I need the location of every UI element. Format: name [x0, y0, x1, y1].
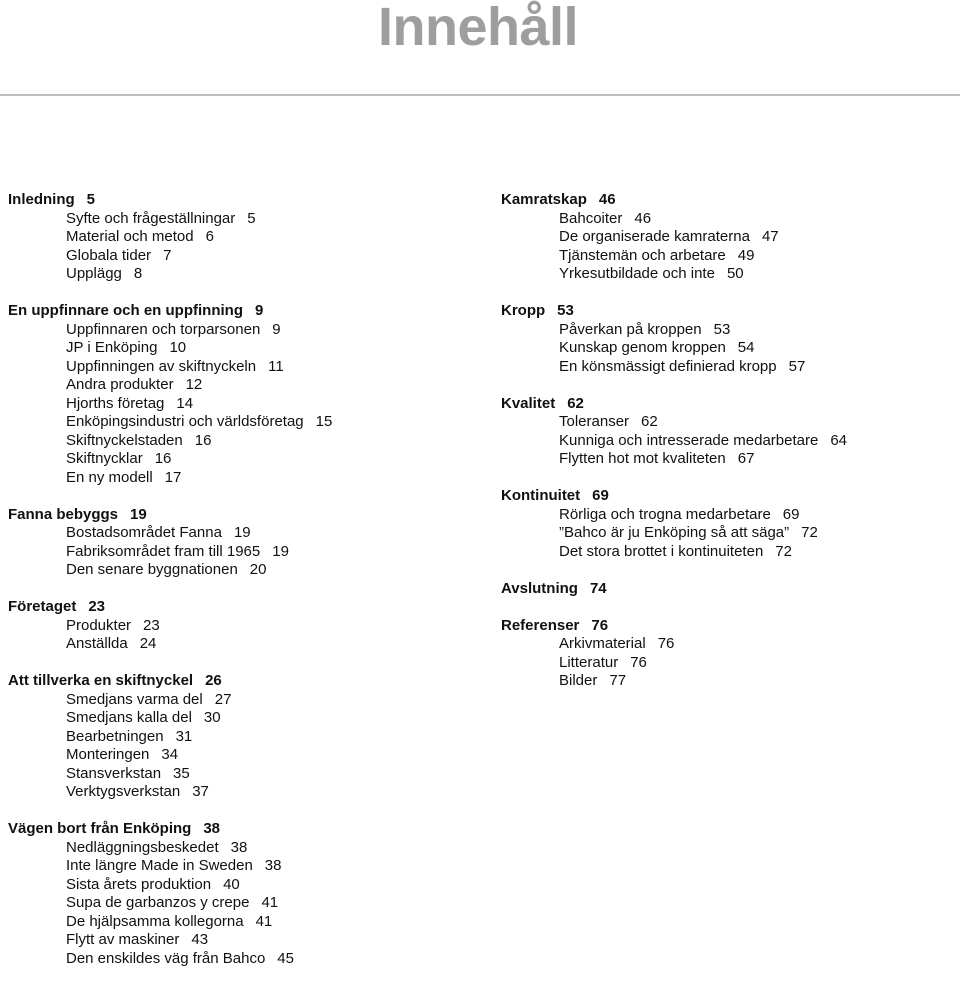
- toc-chapter-entry[interactable]: [8, 191, 478, 210]
- toc-entry[interactable]: [8, 950, 478, 969]
- toc-entry-page: 8: [133, 265, 143, 282]
- toc-entry-title: Uppfinningen av skiftnyckeln: [66, 357, 257, 375]
- toc-chapter-title: Kvalitet: [501, 394, 556, 412]
- toc-entry-page: 31: [175, 727, 193, 745]
- toc-entry[interactable]: [8, 913, 478, 932]
- toc-entry-page: 76: [657, 635, 675, 652]
- toc-entry-title: Tjänstemän och arbetare: [559, 246, 726, 264]
- toc-entry-page: 12: [185, 376, 203, 393]
- toc-entry-page: 27: [214, 690, 232, 708]
- toc-chapter-title: Att tillverka en skiftnyckel: [8, 672, 194, 689]
- toc-chapter-title: Kamratskap: [501, 191, 587, 208]
- toc-entry-title: De hjälpsamma kollegorna: [66, 912, 244, 930]
- toc-entry-page: 50: [726, 265, 744, 282]
- toc-section: [8, 820, 478, 968]
- toc-entry-page: 37: [192, 783, 209, 800]
- toc-entry[interactable]: [501, 413, 956, 432]
- toc-section: [501, 617, 956, 691]
- toc-column-right: [501, 191, 956, 709]
- toc-entry-page: 41: [261, 894, 279, 911]
- title-divider: [0, 94, 960, 96]
- toc-chapter-title: Vägen bort från Enköping: [8, 820, 192, 837]
- toc-entry-title: Den senare byggnationen: [66, 561, 238, 578]
- toc-entry-page: 54: [737, 339, 755, 356]
- toc-entry[interactable]: [8, 395, 478, 414]
- toc-entry-title: Toleranser: [559, 413, 630, 430]
- toc-entry-title: Upplägg: [66, 265, 122, 282]
- toc-entry[interactable]: [501, 506, 956, 525]
- toc-entry-page: 20: [249, 561, 267, 578]
- toc-entry-page: 16: [154, 450, 172, 467]
- toc-entry-page: 23: [143, 616, 160, 634]
- toc-chapter-title: Referenser: [501, 616, 580, 634]
- toc-chapter-entry[interactable]: [8, 506, 478, 525]
- toc-section: [8, 191, 478, 284]
- toc-entry[interactable]: [501, 524, 956, 543]
- toc-entry[interactable]: [8, 469, 478, 488]
- toc-entry[interactable]: [8, 450, 478, 469]
- toc-entry-title: Nedläggningsbeskedet: [66, 838, 219, 856]
- toc-entry-title: ”Bahco är ju Enköping så att säga”: [559, 524, 790, 541]
- toc-entry-title: Flytt av maskiner: [66, 931, 180, 948]
- toc-entry-title: Bahcoiter: [559, 209, 623, 227]
- toc-chapter-page: 76: [591, 616, 609, 634]
- toc-entry-page: 41: [255, 912, 273, 930]
- toc-entry[interactable]: [8, 635, 478, 654]
- toc-section: [501, 580, 956, 599]
- toc-entry-title: JP i Enköping: [66, 339, 158, 356]
- toc-entry-page: 9: [272, 320, 281, 338]
- toc-entry-title: Kunskap genom kroppen: [559, 339, 726, 356]
- toc-entry[interactable]: [501, 321, 956, 340]
- toc-entry-title: Fabriksområdet fram till 1965: [66, 542, 261, 560]
- toc-section: [8, 672, 478, 802]
- toc-entry-page: 46: [634, 209, 652, 227]
- toc-chapter-page: 74: [589, 579, 607, 597]
- toc-chapter-page: 69: [592, 487, 609, 504]
- toc-entry-title: Supa de garbanzos y crepe: [66, 894, 250, 911]
- toc-chapter-title: Avslutning: [501, 579, 578, 597]
- toc-chapter-entry[interactable]: [8, 598, 478, 617]
- toc-entry-page: 10: [169, 339, 187, 356]
- toc-entry-page: 11: [268, 357, 284, 375]
- toc-entry[interactable]: [501, 543, 956, 562]
- toc-entry-title: Smedjans kalla del: [66, 709, 192, 726]
- toc-entry[interactable]: [501, 339, 956, 358]
- toc-entry[interactable]: [501, 450, 956, 469]
- toc-entry[interactable]: [8, 746, 478, 765]
- toc-section: [501, 302, 956, 376]
- toc-entry-page: 7: [163, 246, 172, 264]
- toc-entry-page: 38: [230, 838, 248, 856]
- toc-entry-title: Flytten hot mot kvaliteten: [559, 450, 726, 467]
- toc-entry[interactable]: [501, 247, 956, 266]
- toc-section: [8, 302, 478, 487]
- toc-entry[interactable]: [8, 728, 478, 747]
- toc-entry[interactable]: [8, 543, 478, 562]
- toc-entry-title: De organiserade kamraterna: [559, 228, 750, 245]
- toc-entry[interactable]: [8, 358, 478, 377]
- toc-section: [501, 395, 956, 469]
- toc-entry-title: Hjorths företag: [66, 394, 165, 412]
- toc-entry[interactable]: [8, 709, 478, 728]
- toc-section: [501, 191, 956, 284]
- toc-chapter-page: 5: [86, 191, 96, 208]
- toc-entry[interactable]: [8, 413, 478, 432]
- toc-entry-title: Anställda: [66, 635, 128, 652]
- toc-chapter-title: Företaget: [8, 598, 77, 615]
- toc-entry-title: Den enskildes väg från Bahco: [66, 949, 266, 967]
- toc-column-left: [8, 191, 478, 987]
- toc-chapter-title: Inledning: [8, 191, 75, 208]
- toc-entry-page: 62: [641, 413, 658, 430]
- toc-entry[interactable]: [8, 321, 478, 340]
- toc-chapter-entry[interactable]: [8, 820, 478, 839]
- toc-chapter-entry[interactable]: [8, 672, 478, 691]
- toc-entry-title: Skiftnycklar: [66, 450, 143, 467]
- toc-entry-page: 67: [737, 450, 755, 467]
- toc-section: [501, 487, 956, 561]
- toc-entry-title: Bostadsområdet Fanna: [66, 524, 222, 541]
- toc-entry-title: Arkivmaterial: [559, 635, 646, 652]
- toc-chapter-entry[interactable]: [8, 302, 478, 321]
- toc-entry[interactable]: [8, 839, 478, 858]
- toc-entry-title: En könsmässigt definierad kropp: [559, 357, 777, 375]
- toc-entry[interactable]: [8, 857, 478, 876]
- toc-entry-title: Rörliga och trogna medarbetare: [559, 505, 771, 523]
- toc-entry-page: 47: [761, 228, 779, 245]
- toc-entry-page: 53: [713, 320, 731, 338]
- toc-entry-page: 35: [173, 764, 190, 782]
- toc-entry[interactable]: [8, 524, 478, 543]
- toc-chapter-page: 38: [203, 820, 221, 837]
- toc-entry-title: Smedjans varma del: [66, 690, 203, 708]
- toc-entry-page: 77: [609, 672, 627, 689]
- toc-entry-page: 72: [775, 542, 792, 560]
- toc-entry-page: 64: [830, 431, 848, 449]
- toc-entry-title: Uppfinnaren och torparsonen: [66, 320, 261, 338]
- toc-entry-page: 16: [194, 431, 212, 449]
- toc-entry-title: Litteratur: [559, 653, 619, 671]
- toc-entry[interactable]: [8, 247, 478, 266]
- toc-chapter-title: Kropp: [501, 302, 546, 319]
- toc-entry-title: Andra produkter: [66, 376, 174, 393]
- toc-chapter-page: 19: [130, 505, 147, 523]
- toc-entry-page: 76: [630, 653, 647, 671]
- toc-entry-page: 43: [191, 931, 209, 948]
- toc-entry[interactable]: [8, 228, 478, 247]
- toc-chapter-entry[interactable]: [501, 487, 956, 506]
- toc-entry[interactable]: [8, 339, 478, 358]
- toc-entry-title: Bilder: [559, 672, 598, 689]
- toc-entry[interactable]: [8, 691, 478, 710]
- toc-entry-page: 38: [264, 857, 282, 874]
- toc-chapter-page: 53: [557, 302, 574, 319]
- toc-entry-page: 72: [801, 524, 818, 541]
- toc-entry-title: Påverkan på kroppen: [559, 320, 702, 338]
- toc-entry[interactable]: [501, 432, 956, 451]
- toc-entry[interactable]: [8, 783, 478, 802]
- toc-entry[interactable]: [8, 931, 478, 950]
- toc-entry-title: Verktygsverkstan: [66, 783, 181, 800]
- toc-entry[interactable]: [501, 358, 956, 377]
- toc-entry-title: Inte längre Made in Sweden: [66, 857, 253, 874]
- toc-entry-title: Sista årets produktion: [66, 875, 212, 893]
- toc-entry-title: Yrkesutbildade och inte: [559, 265, 715, 282]
- toc-chapter-title: Fanna bebyggs: [8, 505, 119, 523]
- toc-entry-page: 30: [203, 709, 221, 726]
- toc-entry-title: En ny modell: [66, 468, 153, 486]
- toc-entry[interactable]: [501, 635, 956, 654]
- toc-entry[interactable]: [8, 210, 478, 229]
- toc-chapter-page: 23: [88, 598, 106, 615]
- toc-entry-page: 49: [737, 246, 755, 264]
- toc-entry-page: 24: [139, 635, 157, 652]
- toc-entry[interactable]: [8, 765, 478, 784]
- toc-section: [8, 598, 478, 654]
- toc-entry-page: 19: [233, 524, 251, 541]
- toc-entry-page: 5: [247, 209, 256, 227]
- toc-entry[interactable]: [8, 265, 478, 284]
- toc-chapter-page: 26: [205, 672, 222, 689]
- toc-entry[interactable]: [501, 265, 956, 284]
- toc-chapter-entry[interactable]: [501, 191, 956, 210]
- toc-entry-title: Material och metod: [66, 228, 194, 245]
- toc-entry-title: Enköpingsindustri och världsföretag: [66, 413, 304, 430]
- toc-entry-title: Kunniga och intresserade medarbetare: [559, 431, 819, 449]
- toc-entry-title: Produkter: [66, 616, 132, 634]
- toc-entry-page: 14: [176, 394, 194, 412]
- toc-entry-page: 57: [788, 357, 806, 375]
- toc-entry-title: Skiftnyckelstaden: [66, 431, 183, 449]
- toc-entry-page: 40: [223, 875, 240, 893]
- toc-chapter-page: 62: [567, 394, 584, 412]
- toc-chapter-title: En uppfinnare och en uppfinning: [8, 302, 243, 319]
- toc-chapter-title: Kontinuitet: [501, 487, 581, 504]
- toc-entry[interactable]: [501, 672, 956, 691]
- toc-entry[interactable]: [501, 210, 956, 229]
- toc-entry[interactable]: [8, 876, 478, 895]
- toc-chapter-entry[interactable]: [501, 302, 956, 321]
- toc-entry[interactable]: [8, 432, 478, 451]
- toc-entry-title: Stansverkstan: [66, 764, 162, 782]
- toc-entry-title: Det stora brottet i kontinuiteten: [559, 542, 764, 560]
- toc-entry-page: 15: [315, 413, 333, 430]
- toc-chapter-page: 9: [254, 302, 264, 319]
- toc-entry-page: 6: [205, 228, 214, 245]
- toc-entry-page: 34: [161, 746, 179, 763]
- toc-entry[interactable]: [501, 228, 956, 247]
- toc-entry[interactable]: [8, 894, 478, 913]
- toc-entry-page: 69: [782, 505, 800, 523]
- toc-entry-title: Syfte och frågeställningar: [66, 209, 236, 227]
- toc-section: [8, 506, 478, 580]
- toc-chapter-entry[interactable]: [501, 395, 956, 414]
- toc-entry[interactable]: [8, 561, 478, 580]
- toc-chapter-entry[interactable]: [501, 617, 956, 636]
- toc-entry[interactable]: [501, 654, 956, 673]
- toc-entry[interactable]: [8, 376, 478, 395]
- toc-chapter-entry[interactable]: [501, 580, 956, 599]
- toc-entry-title: Globala tider: [66, 246, 152, 264]
- toc-chapter-page: 46: [598, 191, 616, 208]
- page-title: Innehåll: [378, 0, 579, 57]
- toc-entry-title: Monteringen: [66, 746, 150, 763]
- toc-entry[interactable]: [8, 617, 478, 636]
- toc-entry-page: 19: [272, 542, 289, 560]
- toc-entry-page: 45: [277, 949, 294, 967]
- toc-entry-page: 17: [164, 468, 182, 486]
- toc-entry-title: Bearbetningen: [66, 727, 164, 745]
